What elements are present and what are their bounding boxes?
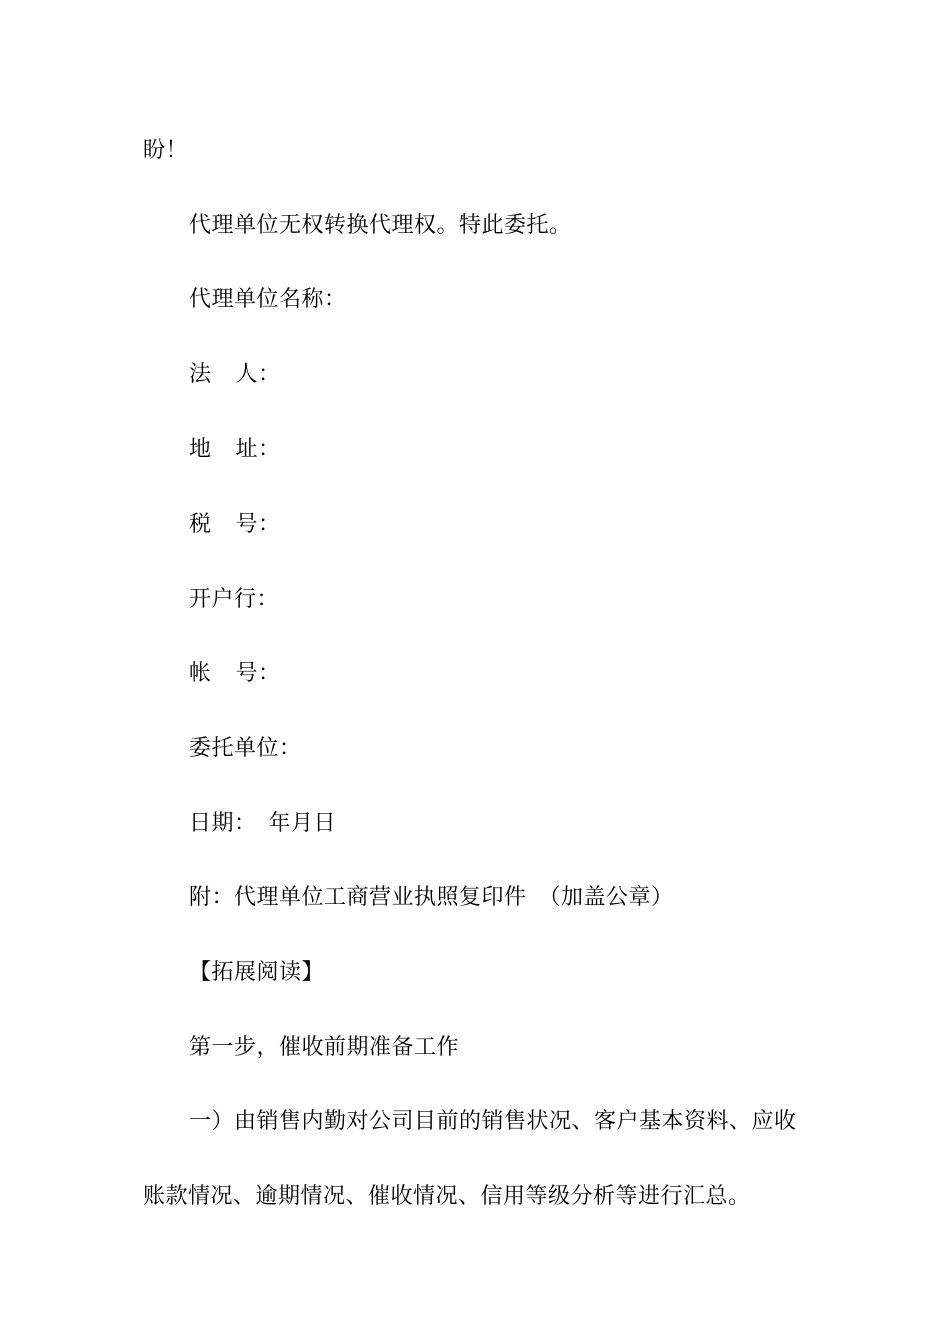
text-line <box>143 1182 751 1212</box>
text-line <box>189 510 281 540</box>
text-line <box>189 1107 797 1137</box>
text-fragment: 开户行： <box>189 587 280 612</box>
text-line <box>189 285 347 315</box>
text-fragment: 账款情况、逾期情况、催收情况、信用等级分析等进行汇总。 <box>143 1184 751 1209</box>
text-line <box>143 136 188 166</box>
text-fragment: 地 <box>189 437 212 462</box>
text-fragment: 委托单位： <box>189 736 302 761</box>
text-line <box>189 659 281 689</box>
text-line <box>189 435 281 465</box>
text-fragment: 代理单位无权转换代理权。特此委托。 <box>189 213 572 238</box>
text-line <box>189 360 281 390</box>
text-line <box>189 809 336 839</box>
text-fragment: 法 <box>189 362 212 387</box>
text-line <box>189 734 302 764</box>
text-fragment: 盼！ <box>143 138 189 163</box>
text-fragment: 址： <box>235 437 281 462</box>
text-fragment: 第一步，催收前期准备工作 <box>189 1035 460 1060</box>
text-line <box>189 958 324 988</box>
text-line <box>189 585 279 615</box>
text-fragment: （加盖公章） <box>538 885 674 910</box>
text-fragment: 年月日 <box>268 811 337 836</box>
text-fragment: 代理单位名称： <box>189 287 347 312</box>
text-fragment: 日期： <box>189 811 257 836</box>
text-fragment: 附：代理单位工商营业执照复印件 <box>189 885 527 910</box>
text-fragment: 一）由销售内勤对公司目前的销售状况、客户基本资料、应收 <box>189 1109 797 1134</box>
text-line <box>189 211 572 241</box>
text-line <box>189 883 674 913</box>
text-line <box>189 1033 459 1063</box>
text-fragment: 号： <box>235 661 281 686</box>
text-fragment: 人： <box>235 362 281 387</box>
text-fragment: 号： <box>235 512 281 537</box>
text-fragment: 帐 <box>189 661 212 686</box>
text-fragment: 税 <box>189 512 212 537</box>
text-fragment: 【拓展阅读】 <box>189 960 325 985</box>
